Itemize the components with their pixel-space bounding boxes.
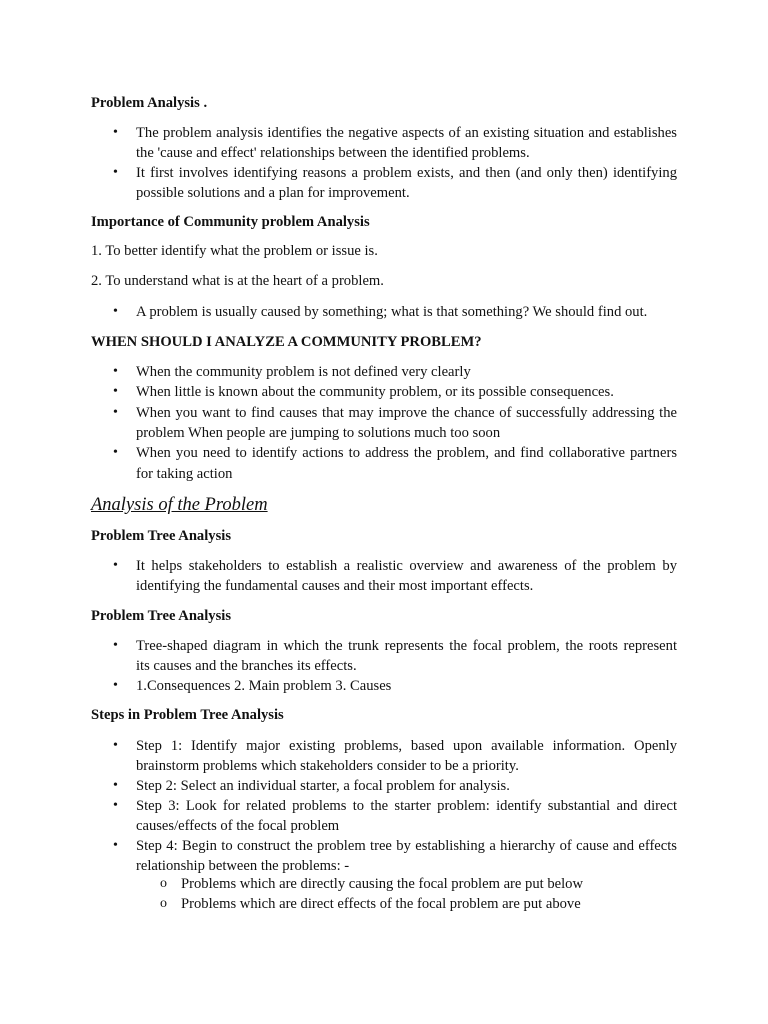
analysis-heading: Analysis of the Problem [91, 495, 268, 515]
bullet-glyph: • [113, 678, 118, 693]
intro-bullet-2-line-1: It first involves identifying reasons a problem exists, and then (and only then) identifying [136, 165, 677, 181]
when-bullet-3-line-2: problem When people are jumping to solutions much too soon [136, 425, 501, 441]
tree1-bullet-line-2: identifying the fundamental causes and their most important effects. [136, 578, 534, 594]
bullet-glyph: • [113, 638, 118, 653]
tree2-bullet-1-line-1: Tree-shaped diagram in which the trunk represents the focal problem, the roots represent [136, 638, 677, 654]
tree-heading-2: Problem Tree Analysis [91, 608, 231, 624]
steps-heading: Steps in Problem Tree Analysis [91, 707, 284, 723]
step-3-line-1: Step 3: Look for related problems to the starter problem: identify substantial and direct [136, 798, 677, 814]
when-bullet-4-line-1: When you need to identify actions to address the problem, and find collaborative partners [136, 445, 677, 461]
tree2-bullet-1-line-2: its causes and the branches its effects. [136, 658, 357, 674]
intro-bullet-2-line-2: possible solutions and a plan for improvement. [136, 185, 410, 201]
sub-bullet-glyph: o [160, 896, 167, 911]
bullet-glyph: • [113, 125, 118, 140]
sub-bullet-glyph: o [160, 876, 167, 891]
when-heading: WHEN SHOULD I ANALYZE A COMMUNITY PROBLEM? [91, 334, 482, 350]
bullet-glyph: • [113, 558, 118, 573]
title: Problem Analysis . [91, 95, 208, 111]
importance-bullet: A problem is usually caused by something; what is that something? We should find out. [136, 304, 648, 320]
when-bullet-1: When the community problem is not defined very clearly [136, 364, 471, 380]
step-4-line-2: relationship between the problems: - [136, 858, 350, 874]
bullet-glyph: • [113, 838, 118, 853]
intro-bullet-1-line-1: The problem analysis identifies the negative aspects of an existing situation and establishes [136, 125, 677, 141]
sub-step-1: Problems which are directly causing the focal problem are put below [181, 876, 584, 892]
step-1-line-1: Step 1: Identify major existing problems, based upon available information. Openly [136, 738, 677, 754]
intro-bullet-1-line-2: the 'cause and effect' relationships between the identified problems. [136, 145, 530, 161]
bullet-glyph: • [113, 778, 118, 793]
importance-item-1: 1. To better identify what the problem or issue is. [91, 243, 378, 259]
bullet-glyph: • [113, 364, 118, 379]
when-bullet-4-line-2: for taking action [136, 466, 233, 482]
bullet-glyph: • [113, 384, 118, 399]
bullet-glyph: • [113, 738, 118, 753]
step-1-line-2: brainstorm problems which stakeholders consider to be a priority. [136, 758, 519, 774]
importance-item-2: 2. To understand what is at the heart of a problem. [91, 273, 384, 289]
when-bullet-3-line-1: When you want to find causes that may improve the chance of successfully addressing the [136, 405, 677, 421]
bullet-glyph: • [113, 798, 118, 813]
tree-heading-1: Problem Tree Analysis [91, 528, 231, 544]
tree1-bullet-line-1: It helps stakeholders to establish a realistic overview and awareness of the problem by [136, 558, 677, 574]
bullet-glyph: • [113, 405, 118, 420]
step-4-line-1: Step 4: Begin to construct the problem tree by establishing a hierarchy of cause and effects [136, 838, 677, 854]
step-3-line-2: causes/effects of the focal problem [136, 818, 340, 834]
bullet-glyph: • [113, 445, 118, 460]
step-2: Step 2: Select an individual starter, a focal problem for analysis. [136, 778, 510, 794]
when-bullet-2: When little is known about the community problem, or its possible consequences. [136, 384, 614, 400]
bullet-glyph: • [113, 304, 118, 319]
sub-step-2: Problems which are direct effects of the focal problem are put above [181, 896, 581, 912]
tree2-bullet-2: 1.Consequences 2. Main problem 3. Causes [136, 678, 392, 694]
bullet-glyph: • [113, 165, 118, 180]
importance-heading: Importance of Community problem Analysis [91, 214, 370, 230]
